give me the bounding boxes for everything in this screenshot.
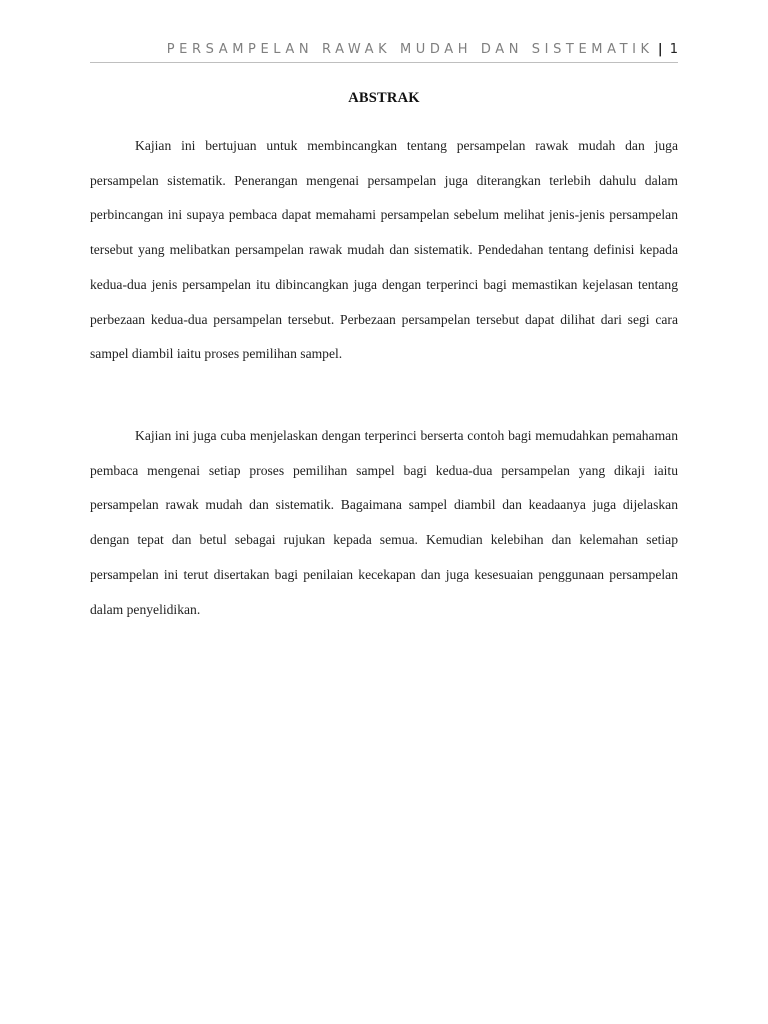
abstract-paragraph-2: Kajian ini juga cuba menjelaskan dengan terperinci berserta contoh bagi memudahkan pemahaman pembaca mengenai setiap proses pemilihan sampel bagi kedua-dua persampelan yang dikaji iaitu persampelan rawak mudah dan sistematik. Bagaimana sampel diambil dan keadaanya juga dijelaskan dengan tepat dan betul sebagai rujukan kepada semua. Kemudian kelebihan dan kelemahan setiap persampelan ini terut disertakan bagi penilaian kecekapan dan juga kesesuaian penggunaan persampelan dalam penyelidikan. xyxy=(90,428,678,617)
abstract-heading: ABSTRAK xyxy=(348,90,420,106)
header-separator: | xyxy=(657,42,663,57)
header-rule xyxy=(90,62,678,63)
abstract-paragraph-1: Kajian ini bertujuan untuk membincangkan tentang persampelan rawak mudah dan juga persampelan sistematik. Penerangan mengenai persampelan juga diterangkan terlebih dahulu dalam perbincangan ini supaya pembaca dapat memahami persampelan sebelum melihat jenis-jenis persampelan tersebut yang melibatkan persampelan rawak mudah dan sistematik. Pendedahan tentang definisi kepada kedua-dua jenis persampelan itu dibincangkan juga dengan terperinci bagi memastikan kejelasan tentang perbezaan kedua-dua persampelan tersebut. Perbezaan persampelan tersebut dapat dilihat dari segi cara sampel diambil iaitu proses pemilihan sampel. xyxy=(90,138,678,362)
page-number: 1 xyxy=(669,42,678,57)
header-title: PERSAMPELAN RAWAK MUDAH DAN SISTEMATIK xyxy=(166,42,654,57)
page-header xyxy=(90,42,678,64)
